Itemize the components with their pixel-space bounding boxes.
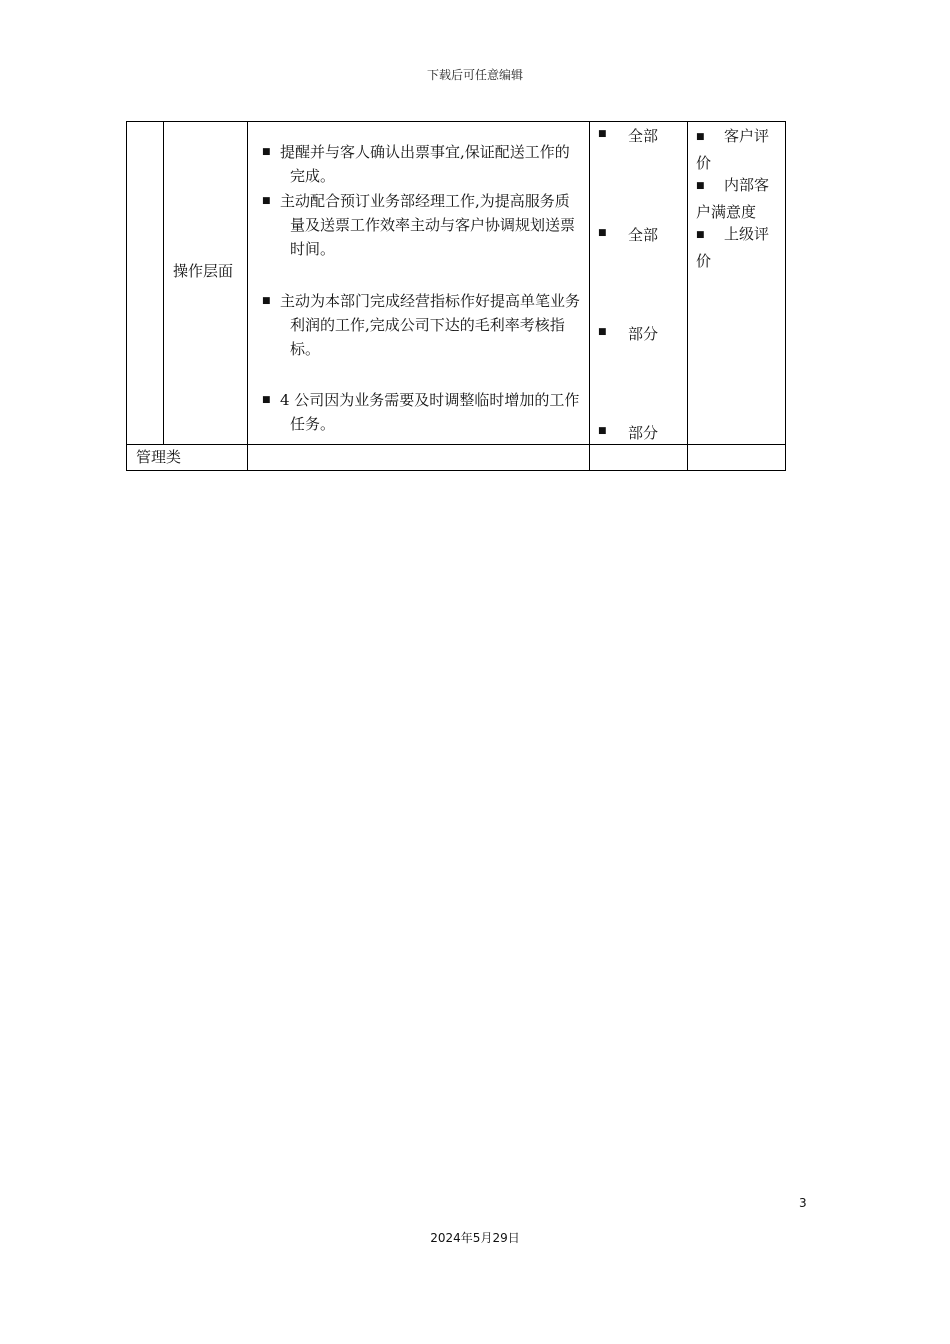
empty-cell [590,445,688,471]
evaluation-text: 内部客户满意度 [696,176,770,221]
duty-item [262,140,582,188]
bullet-icon: ■ [696,132,705,142]
evaluation-text: 客户评价 [696,127,770,172]
duty-item [262,189,582,261]
bullet-icon: ■ [262,296,271,306]
evaluation-item [696,222,780,273]
duty-text: 提醒并与客人确认出票事宜,保证配送工作的完成。 [280,143,570,185]
scope-text: 部分 [628,325,659,343]
scope-item [598,322,658,346]
bullet-icon: ■ [598,228,607,238]
table-row [127,122,786,445]
page-number: 3 [799,1196,807,1210]
page-header: 下载后可任意编辑 [426,68,523,82]
scope-cell [590,122,688,445]
empty-cell [688,445,786,471]
bullet-icon: ■ [696,181,705,191]
duties-cell [248,122,590,445]
bullet-icon: ■ [262,395,271,405]
evaluation-item [696,173,780,224]
footer-date: 2024年5月29日 [430,1231,520,1245]
duty-text: 主动为本部门完成经营指标作好提高单笔业务利润的工作,完成公司下达的毛利率考核指标。 [280,292,581,358]
duty-item [262,289,582,361]
scope-item [598,421,658,445]
duty-text: 4 公司因为业务需要及时调整临时增加的工作任务。 [280,391,580,433]
duty-item [262,388,582,436]
bullet-icon: ■ [598,129,607,139]
evaluation-item [696,124,780,175]
scope-text: 部分 [628,424,659,442]
bullet-icon: ■ [598,426,607,436]
management-label: 管理类 [127,445,248,471]
table-row [127,445,786,471]
duty-table [126,121,786,471]
evaluation-cell [688,122,786,445]
scope-item [598,223,658,247]
bullet-icon: ■ [598,327,607,337]
level-cell [164,122,248,445]
operation-level-label: 操作层面 [173,262,234,280]
empty-category-cell [127,122,164,445]
duty-text: 主动配合预订业务部经理工作,为提高服务质量及送票工作效率主动与客户协调规划送票时间。 [280,192,576,258]
scope-item [598,124,658,148]
bullet-icon: ■ [262,147,271,157]
evaluation-text: 上级评价 [696,225,770,270]
scope-text: 全部 [628,127,659,145]
bullet-icon: ■ [696,230,705,240]
bullet-icon: ■ [262,196,271,206]
scope-text: 全部 [628,226,659,244]
empty-cell [248,445,590,471]
